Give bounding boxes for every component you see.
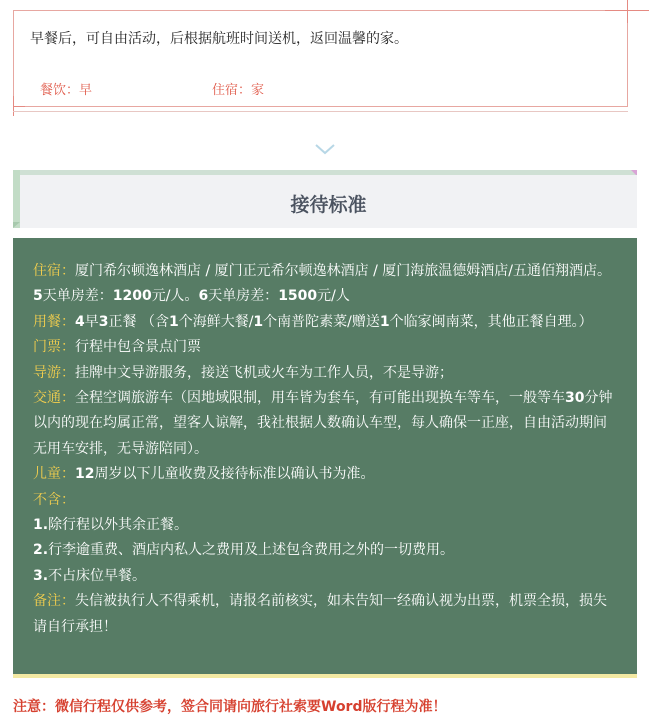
guide-label: 导游：: [33, 364, 75, 381]
meal-info: 餐饮：早: [40, 83, 93, 98]
meals-number: 3: [98, 313, 109, 330]
excluded-label: 不含：: [33, 491, 75, 508]
lodging-hotels: 厦门希尔顿逸林酒店 / 厦门正元希尔顿逸林酒店 / 厦门海旅温德姆酒店/五通佰翔酒店。: [75, 263, 611, 279]
remark-item: [33, 589, 617, 640]
children-label: 儿童：: [33, 466, 75, 483]
meals-number: 1: [168, 313, 179, 330]
excluded-heading: [33, 488, 617, 513]
excluded-text: 不占床位早餐。: [48, 567, 147, 584]
reception-standard-box: [13, 238, 637, 678]
remark-text: 失信被执行人不得乘机，请报名前核实，如未告知一经确认视为出票，机票全损，损失请自行承担！: [33, 593, 607, 635]
tickets-text: 行程中包含景点门票: [75, 339, 201, 356]
excluded-item-2: [33, 538, 617, 563]
lodging-text: 元/人。: [151, 288, 199, 305]
meals-number: 1: [253, 313, 264, 330]
children-age: 12: [75, 466, 95, 483]
lodging-label: 住宿：: [33, 263, 75, 279]
lodging-days-6: 6: [198, 288, 209, 305]
heading-decoration: [13, 170, 20, 228]
excluded-number: 1.: [33, 517, 49, 534]
corner-decoration: [13, 96, 14, 116]
children-text: 周岁以下儿童收费及接待标准以确认书为准。: [94, 466, 375, 483]
meals-number: 1: [379, 313, 390, 330]
day-card: [13, 10, 628, 107]
transport-text: 分钟以内的现在均属正常，望客人谅解，我社根据人数确认车型，每人确保一正座，自由活动期间无用车安排，无导游陪同）。: [33, 390, 613, 457]
guide-item: [33, 361, 617, 386]
excluded-text: 除行程以外其余正餐。: [48, 517, 189, 534]
remark-label: 备注：: [33, 593, 75, 610]
children-item: [33, 462, 617, 487]
lodging-price-1200: 1200: [112, 288, 152, 305]
lodging-text: 天单房差：: [42, 288, 113, 305]
lodging-text: 元/人: [317, 288, 350, 305]
excluded-item-3: [33, 564, 617, 589]
excluded-number: 2.: [33, 542, 49, 559]
meals-text: 个南普陀素菜/赠送: [263, 313, 380, 330]
meals-number: 4: [75, 313, 85, 330]
tickets-item: [33, 335, 617, 360]
excluded-number: 3.: [33, 567, 49, 584]
meals-text: 早: [84, 313, 99, 330]
transport-item: [33, 386, 617, 462]
section-title: 接待标准: [290, 194, 367, 216]
meals-text: 正餐 （含: [108, 313, 169, 330]
guide-text: 挂牌中文导游服务，接送飞机或火车为工作人员，不是导游；: [75, 364, 453, 381]
divider-line: [13, 111, 628, 112]
transport-minutes: 30: [565, 390, 585, 407]
tickets-label: 门票：: [33, 339, 75, 356]
lodging-text: 天单房差：: [208, 288, 279, 305]
lodging-price-1500: 1500: [278, 288, 318, 305]
lodging-days-5: 5: [33, 288, 43, 305]
meals-item: [33, 310, 617, 335]
corner-decoration: [627, 0, 628, 23]
transport-label: 交通：: [33, 390, 75, 407]
excluded-text: 行李逾重费、酒店内私人之费用及上述包含费用之外的一切费用。: [48, 542, 455, 559]
heading-decoration: [13, 222, 20, 228]
heading-panel: [20, 175, 637, 228]
stay-info: 住宿：家: [212, 83, 265, 98]
excluded-item-1: [33, 513, 617, 538]
transport-text: 全程空调旅游车（因地域限制，用车皆为套车，有可能出现换车等车，一般等车: [75, 390, 565, 407]
lodging-item: [33, 259, 617, 310]
footer-note: 注意：微信行程仅供参考，签合同请向旅行社索要Word版行程为准！: [13, 699, 447, 715]
meals-label: 用餐：: [33, 313, 75, 330]
corner-decoration: [13, 106, 25, 107]
meals-text: 个临家闽南菜，其他正餐自理。）: [389, 313, 593, 330]
section-heading: [13, 170, 637, 228]
meals-text: 个海鲜大餐/: [178, 313, 254, 330]
chevron-down-icon: [314, 142, 336, 156]
day-description: 早餐后，可自由活动，后根据航班时间送机，返回温馨的家。: [30, 31, 408, 47]
